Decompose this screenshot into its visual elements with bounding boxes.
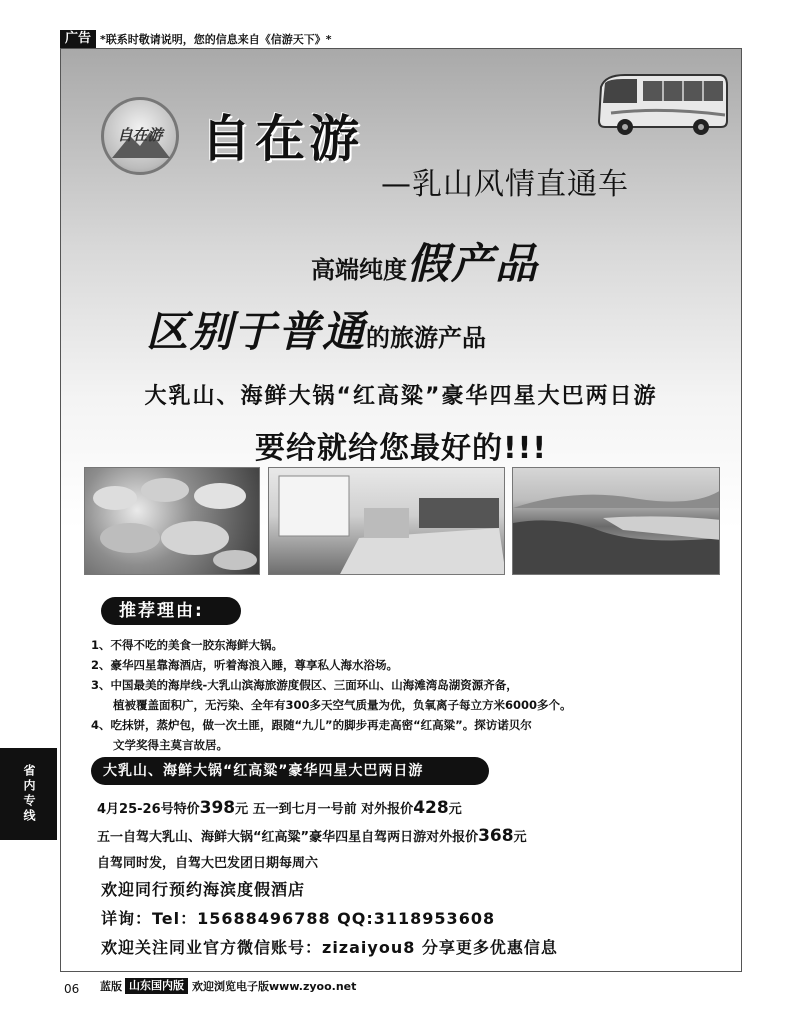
price-list bbox=[97, 795, 717, 877]
list-item: 4、吃抹饼，蒸炉包，做一次土匪，跟随“九儿”的脚步再走高密“红高粱”。探访诺贝尔 bbox=[91, 718, 532, 732]
hotel-booking-line: 欢迎同行预约海滨度假酒店 bbox=[101, 880, 306, 899]
self-drive-price: 368 bbox=[478, 826, 514, 846]
price-line-2-unit: 元 bbox=[513, 830, 527, 845]
tour-headline: 大乳山、海鲜大锅“红高粱”豪华四星大巴两日游 bbox=[144, 384, 658, 409]
brand-logo bbox=[101, 97, 179, 175]
slogan-2-big: 区别于普通 bbox=[146, 307, 367, 356]
header-bar bbox=[60, 30, 742, 48]
price-line-1-mid: 元 五一到七月一号前 对外报价 bbox=[235, 802, 414, 817]
contact-info bbox=[101, 875, 721, 962]
reasons-heading: 推荐理由: bbox=[101, 597, 241, 625]
ad-tag: 广告 bbox=[60, 30, 96, 48]
advertisement-card bbox=[60, 48, 742, 972]
price-line-1-unit: 元 bbox=[448, 802, 462, 817]
bus-icon bbox=[591, 69, 731, 139]
slogan-line-2 bbox=[146, 299, 486, 359]
slogan-1-small: 高端纯度 bbox=[311, 256, 407, 284]
wechat-line: 欢迎关注同业官方微信账号：zizaiyou8 分享更多优惠信息 bbox=[101, 938, 558, 957]
header-note: *联系时敬请说明，您的信息来自《信游天下》* bbox=[100, 33, 332, 46]
slogan-line-1 bbox=[311, 231, 539, 291]
list-item: 植被覆盖面积广，无污染、全年有300多天空气质量为优，负氧离子每立方米6000多个。 bbox=[113, 698, 572, 712]
list-item: 1、不得不吃的美食一胶东海鲜大锅。 bbox=[91, 638, 283, 652]
special-price: 398 bbox=[199, 798, 236, 818]
departure-note: 自驾同时发，自驾大巴发团日期每周六 bbox=[97, 856, 319, 871]
seafood-photo bbox=[84, 467, 260, 575]
logo-text: 自在游 bbox=[117, 126, 163, 144]
quoted-price: 428 bbox=[413, 798, 449, 818]
slogan-2-small: 的旅游产品 bbox=[366, 324, 487, 352]
footer-bar bbox=[60, 978, 742, 994]
price-line-2 bbox=[97, 823, 717, 851]
list-item: 文学奖得主莫言故居。 bbox=[113, 738, 228, 752]
footer-edition: 蓝版 bbox=[100, 980, 122, 993]
brand-title: 自在游 bbox=[201, 110, 363, 168]
slogan-1-big: 假产品 bbox=[407, 239, 540, 288]
price-line-1-label: 4月25-26号特价 bbox=[97, 802, 200, 817]
coastline-photo bbox=[512, 467, 720, 575]
phone-qq-line: 详询：Tel：15688496788 QQ:3118953608 bbox=[101, 909, 496, 928]
side-section-tab: 省内专线 bbox=[0, 748, 57, 840]
hotel-room-photo bbox=[268, 467, 505, 575]
package-heading: 大乳山、海鲜大锅“红高粱”豪华四星大巴两日游 bbox=[91, 757, 489, 785]
brand-subtitle: —乳山风情直通车 bbox=[381, 167, 629, 202]
reasons-list bbox=[91, 635, 711, 755]
footer-website: 欢迎浏览电子版www.zyoo.net bbox=[192, 980, 357, 993]
price-line-1 bbox=[97, 795, 717, 823]
tour-tagline: 要给就给您最好的!!! bbox=[254, 431, 548, 466]
list-item: 3、中国最美的海岸线-大乳山滨海旅游度假区、三面环山、山海滩湾岛湖资源齐备， bbox=[91, 678, 518, 692]
price-line-2-label: 五一自驾大乳山、海鲜大锅“红高粱”豪华四星自驾两日游对外报价 bbox=[97, 830, 479, 845]
list-item: 2、豪华四星靠海酒店，听着海浪入睡，尊享私人海水浴场。 bbox=[91, 658, 398, 672]
footer-section: 山东国内版 bbox=[125, 978, 188, 994]
page-number: 06 bbox=[64, 982, 80, 996]
